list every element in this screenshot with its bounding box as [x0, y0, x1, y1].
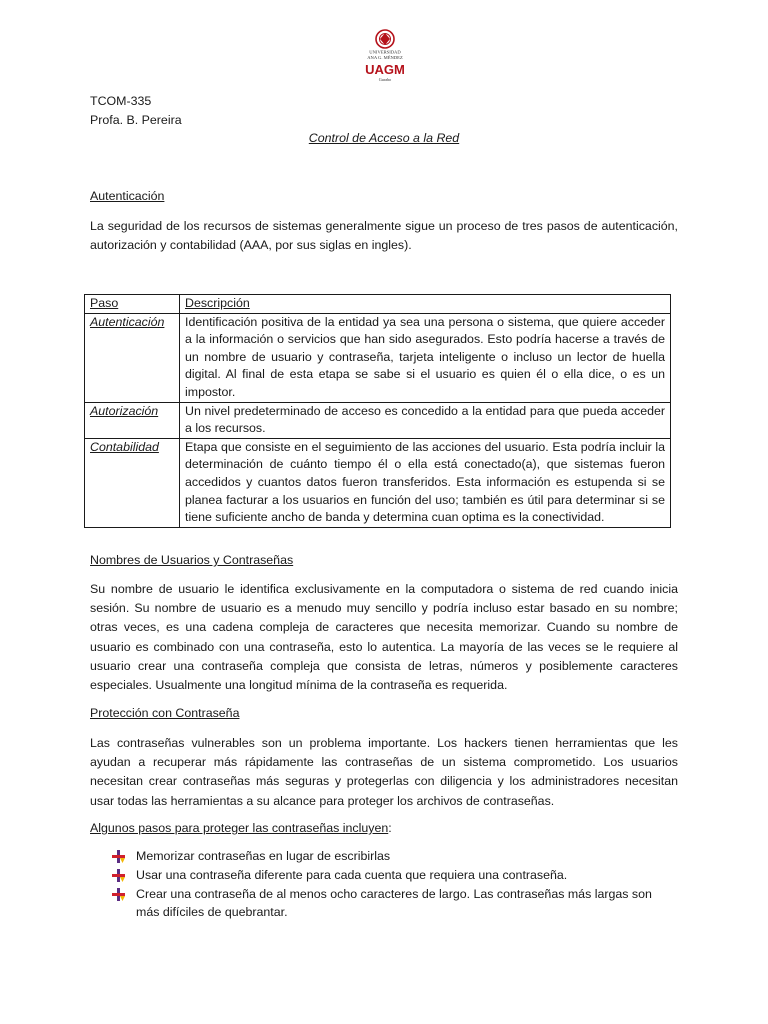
proteccion-body-text: Las contraseñas vulnerables son un problema importante. Los hackers tienen herramientas que les ayudan a recuperar más rápidamente las contraseñas de un sistema comprometido. Los usuarios necesitan crear contraseñas más seguras y protegerlas con diligencia y los administradores necesitan usar todas las herramientas a su alcance para proteger los archivos de contraseñas. — [90, 736, 678, 808]
list-item — [112, 866, 678, 884]
heading-proteccion: Protección con Contraseña — [90, 706, 240, 720]
uagm-seal-icon — [376, 30, 394, 48]
table-row — [85, 313, 671, 402]
steps-intro — [90, 819, 678, 838]
proteccion-body — [90, 734, 678, 811]
list-item-text: Crear una contraseña de al menos ocho caracteres de largo. Las contraseñas más largas son más difíciles de quebrantar. — [136, 886, 652, 920]
table-cell-description: Etapa que consiste en el seguimiento de las acciones del usuario. Esta podría incluir la determinación de cuánto tiempo él o ella está conectado(a), que sistemas fueron accedidos y cuantos datos fueron transferidos. Esta información es estupenda si se planea facturar a los usuarios en función del uso; también es útil para determinar si se tiene suficiente ancho de banda y determina cuan optima es la conectividad. — [180, 438, 671, 527]
quad-arrow-bullet-icon — [112, 850, 125, 863]
quad-arrow-bullet-icon — [112, 869, 125, 882]
table-header-descripcion: Descripción — [180, 295, 671, 314]
table-header-paso: Paso — [85, 295, 180, 314]
table-cell-step: Contabilidad — [85, 438, 180, 527]
list-item-text: Memorizar contraseñas en lugar de escribirlas — [136, 849, 391, 863]
table-row — [85, 438, 671, 527]
table-header-row — [85, 295, 671, 314]
course-code: TCOM-335 — [90, 94, 152, 108]
autenticacion-intro — [90, 217, 678, 255]
table-cell-step: Autorización — [85, 402, 180, 438]
usuarios-body-text: Su nombre de usuario le identifica exclusivamente en la computadora o sistema de red cuando inicia sesión. Su nombre de usuario es a menudo muy sencillo y podría incluso estar basado en su nombre; otras veces, es una cadena compleja de caracteres que necesita memorizar. Cuando su nombre de usuario es combinado con una contraseña, esto lo autentica. La mayoría de las veces se le requiere al usuario crear una contraseña compleja que consista de letras, números y posiblemente caracteres especiales. Usualmente una longitud mínima de la contraseña es requerida. — [90, 582, 678, 693]
quad-arrow-bullet-icon — [112, 888, 125, 901]
table-cell-description: Identificación positiva de la entidad ya sea una persona o sistema, que quiere acceder a la información o servicios que han sido asegurados. Esto podría hacerse a través de un nombre de usuario y contraseña, tarjeta inteligente o incluso un lector de huella digital. Al final de esta etapa se sabe si el usuario es quien él o ella dice, o es un impostor. — [180, 313, 671, 402]
list-item-text: Usar una contraseña diferente para cada cuenta que requiera una contraseña. — [136, 867, 568, 882]
steps-intro-colon: : — [388, 821, 392, 835]
list-item — [112, 885, 678, 922]
heading-usuarios: Nombres de Usuarios y Contraseñas — [90, 553, 294, 567]
usuarios-body — [90, 580, 678, 695]
logo-uagm: UAGM — [365, 62, 405, 77]
heading-autenticacion: Autenticación — [90, 189, 165, 203]
list-item — [112, 847, 678, 865]
table-row — [85, 402, 671, 438]
logo-line1: UNIVERSIDAD — [369, 49, 401, 55]
table-cell-step: Autenticación — [85, 313, 180, 402]
professor-name: Profa. B. Pereira — [90, 113, 182, 127]
steps-intro-text: Algunos pasos para proteger las contraseñas incluyen — [90, 821, 389, 835]
aaa-table — [84, 294, 671, 528]
steps-list — [112, 847, 678, 922]
document-title: Control de Acceso a la Red — [308, 131, 460, 145]
logo-line4: Gurabo — [378, 77, 392, 82]
logo-line2: ANA G. MÉNDEZ — [367, 55, 403, 60]
uagm-logo — [356, 28, 414, 90]
table-cell-description: Un nivel predeterminado de acceso es concedido a la entidad para que pueda acceder a los recursos. — [180, 402, 671, 438]
autenticacion-intro-text: La seguridad de los recursos de sistemas generalmente sigue un proceso de tres pasos de autenticación, autorización y contabilidad (AAA, por sus siglas en ingles). — [90, 219, 678, 253]
